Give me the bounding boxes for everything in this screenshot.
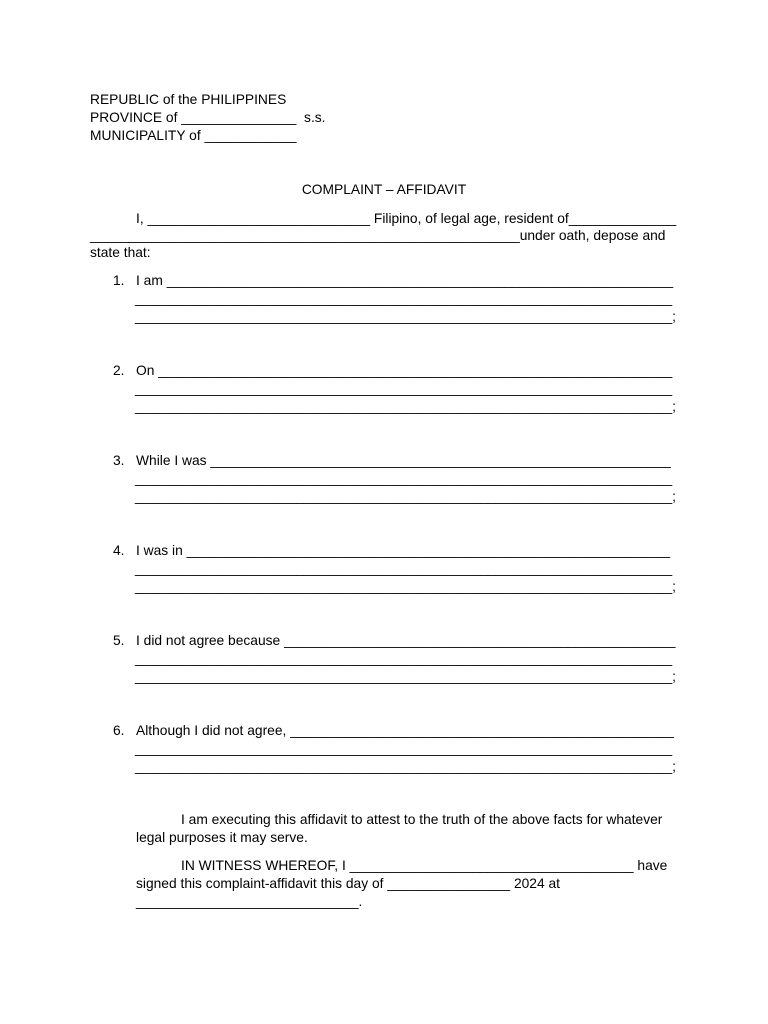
period: . <box>358 894 363 909</box>
item-continuation-blank: ______________________________________________________________________; <box>135 669 676 684</box>
numbered-item-5 <box>0 632 768 686</box>
item-first-line <box>136 722 674 740</box>
item-continuation-blank: ______________________________________________________________________ <box>135 381 673 396</box>
item-first-line <box>136 272 673 290</box>
affiant-name-blank: _____________________________ <box>147 211 371 226</box>
oath-text: under oath, depose and <box>519 228 666 243</box>
municipality-label: MUNICIPALITY of <box>90 128 201 143</box>
municipality-line <box>90 127 297 145</box>
witness-line-1 <box>181 857 667 875</box>
intro-line-2 <box>90 227 665 245</box>
item-continuation-blank: ______________________________________________________________________ <box>135 471 673 486</box>
item-continuation-blank: ______________________________________________________________________; <box>135 309 676 324</box>
item-first-line <box>136 452 671 470</box>
item-continuation-blank: ______________________________________________________________________; <box>135 759 676 774</box>
item-blank: __________________________________________________ <box>290 723 674 738</box>
item-label: While I was <box>136 453 207 468</box>
item-label: I was in <box>136 543 183 558</box>
item-label: I did not agree because <box>136 633 281 648</box>
numbered-item-4 <box>0 542 768 596</box>
item-first-line <box>136 362 672 380</box>
item-first-line <box>136 632 675 650</box>
affiant-signature-blank: _____________________________________ <box>349 858 634 873</box>
document-title: COMPLAINT – AFFIDAVIT <box>301 182 467 197</box>
item-continuation-blank: ______________________________________________________________________ <box>135 741 673 756</box>
item-blank: __________________________________________________________________ <box>166 273 674 288</box>
item-label: On <box>136 363 155 378</box>
item-continuation-blank: ______________________________________________________________________; <box>135 489 676 504</box>
item-blank: _______________________________________________________________ <box>186 543 671 558</box>
signed-text: signed this complaint-affidavit this day of <box>136 876 384 891</box>
numbered-item-1 <box>0 272 768 326</box>
witness-have-text: have <box>637 858 668 873</box>
item-number: 2. <box>113 363 125 378</box>
numbered-item-6 <box>0 722 768 776</box>
item-continuation-blank: ______________________________________________________________________ <box>135 561 673 576</box>
item-continuation-blank: ______________________________________________________________________; <box>135 579 676 594</box>
item-blank: ____________________________________________________________ <box>210 453 671 468</box>
republic-heading: REPUBLIC of the PHILIPPINES <box>90 92 287 107</box>
item-label: I am <box>136 273 163 288</box>
municipality-blank: ____________ <box>204 128 297 143</box>
item-blank: ___________________________________________________________________ <box>158 363 673 378</box>
item-blank: ___________________________________________________ <box>284 633 676 648</box>
item-label: Although I did not agree, <box>136 723 287 738</box>
place-blank: _____________________________ <box>136 894 359 909</box>
item-number: 3. <box>113 453 125 468</box>
item-number: 4. <box>113 543 125 558</box>
item-continuation-blank: ______________________________________________________________________ <box>135 651 673 666</box>
ss-abbreviation: s.s. <box>304 110 326 125</box>
closing-line-1: I am executing this affidavit to attest to the truth of the above facts for whatever <box>181 812 663 827</box>
day-blank: ________________ <box>387 876 511 891</box>
state-that-text: state that: <box>90 245 151 260</box>
province-line <box>90 109 326 127</box>
intro-text: Filipino, of legal age, resident of <box>373 211 569 226</box>
numbered-item-3 <box>0 452 768 506</box>
year-text: 2024 at <box>513 876 560 891</box>
item-number: 1. <box>113 273 125 288</box>
witness-line-2 <box>136 875 560 893</box>
item-continuation-blank: ______________________________________________________________________; <box>135 399 676 414</box>
item-number: 5. <box>113 633 125 648</box>
residence-blank-continued: ________________________________________________________ <box>90 228 520 243</box>
item-first-line <box>136 542 670 560</box>
province-label: PROVINCE of <box>90 110 178 125</box>
closing-line-2: legal purposes it may serve. <box>136 830 308 845</box>
item-continuation-blank: ______________________________________________________________________ <box>135 291 673 306</box>
intro-line-1 <box>136 210 676 228</box>
witness-line-3 <box>136 893 362 911</box>
province-blank: _______________ <box>181 110 297 125</box>
numbered-item-2 <box>0 362 768 416</box>
residence-blank: ______________ <box>568 211 677 226</box>
witness-intro: IN WITNESS WHEREOF, I <box>181 858 346 873</box>
affiant-pronoun: I, <box>136 211 144 226</box>
item-number: 6. <box>113 723 125 738</box>
